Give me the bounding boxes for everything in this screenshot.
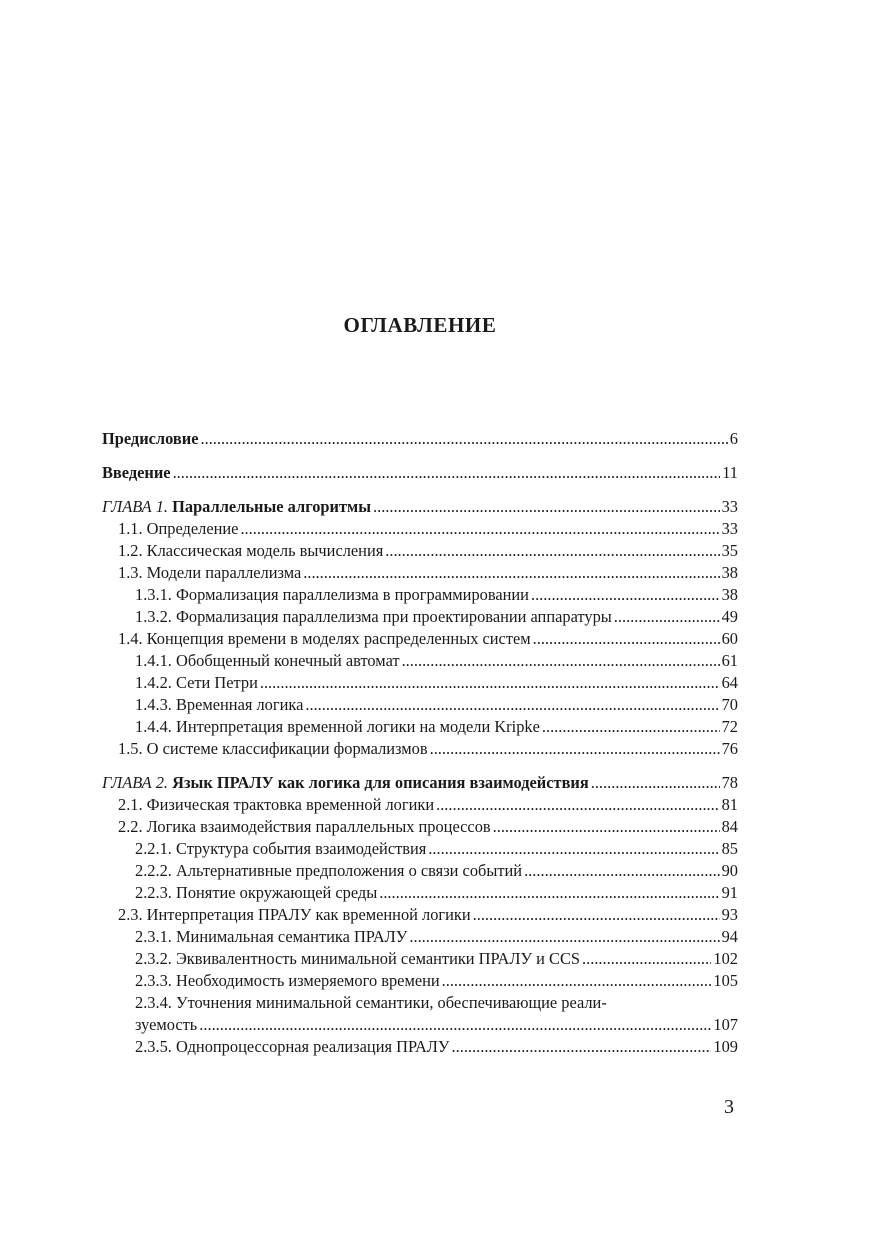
dot-leader — [531, 584, 720, 606]
toc-entry-label: 2.2. Логика взаимодействия параллельных процессов — [118, 817, 491, 836]
toc-entry — [135, 650, 738, 672]
dot-leader — [442, 970, 712, 992]
toc-entry — [135, 1036, 738, 1058]
toc-entry-label: 1.4.2. Сети Петри — [135, 673, 258, 692]
toc-entry — [135, 716, 738, 738]
toc-entry-page: 49 — [721, 607, 738, 626]
chapter-title: Параллельные алгоритмы — [172, 497, 372, 516]
toc-entry — [135, 838, 738, 860]
dot-leader — [493, 816, 720, 838]
toc-entry-page: 78 — [721, 773, 738, 792]
dot-leader — [591, 772, 720, 794]
dot-leader — [473, 904, 720, 926]
toc-entry-label: зуемость — [135, 1015, 198, 1034]
dot-leader — [436, 794, 720, 816]
toc-entry-label: 2.3.3. Необходимость измеряемого времени — [135, 971, 440, 990]
dot-leader — [524, 860, 720, 882]
dot-leader — [260, 672, 720, 694]
toc-entry-label: Введение — [102, 463, 171, 482]
toc-chapter-1 — [102, 496, 738, 518]
toc-entry-label: 2.3. Интерпретация ПРАЛУ как временной логики — [118, 905, 471, 924]
toc-entry-label: 1.3. Модели параллелизма — [118, 563, 302, 582]
toc-chapter-heading — [102, 496, 371, 518]
chapter-prefix: ГЛАВА 2. — [102, 773, 169, 792]
toc-entry-page: 60 — [721, 629, 738, 648]
page-number: 3 — [724, 1096, 734, 1118]
dot-leader — [303, 562, 719, 584]
toc-entry — [118, 816, 738, 838]
toc-entry-page: 76 — [721, 739, 738, 758]
toc-entry-label: 2.3.1. Минимальная семантика ПРАЛУ — [135, 927, 408, 946]
toc-entry-label: 1.5. О системе классификации формализмов — [118, 739, 428, 758]
toc-entry-label: 2.1. Физическая трактовка временной логики — [118, 795, 435, 814]
dot-leader — [402, 650, 720, 672]
toc-entry — [135, 926, 738, 948]
toc-chapter-2 — [102, 772, 738, 794]
toc-entry — [135, 672, 738, 694]
toc-entry — [135, 948, 738, 970]
toc-entry-page: 61 — [721, 651, 738, 670]
dot-leader — [373, 496, 720, 518]
page-title: ОГЛАВЛЕНИЕ — [343, 313, 497, 337]
dot-leader — [614, 606, 720, 628]
toc-entry — [118, 904, 738, 926]
toc-entry-page: 72 — [721, 717, 738, 736]
dot-leader — [428, 838, 719, 860]
toc-entry-page: 109 — [713, 1037, 738, 1056]
toc-entry-page: 38 — [721, 585, 738, 604]
toc-entry-label: 2.2.2. Альтернативные предположения о связи событий — [135, 861, 523, 880]
dot-leader — [385, 540, 719, 562]
toc-entry-page: 11 — [722, 463, 738, 482]
dot-leader — [542, 716, 720, 738]
toc-entry — [118, 628, 738, 650]
toc-entry-page: 94 — [721, 927, 738, 946]
toc-entry — [118, 518, 738, 540]
toc-entry — [135, 1014, 738, 1036]
toc-entry-page: 90 — [721, 861, 738, 880]
toc-entry-page: 102 — [713, 949, 738, 968]
dot-leader — [452, 1036, 712, 1058]
dot-leader — [409, 926, 719, 948]
toc-entry-label: 1.4.1. Обобщенный конечный автомат — [135, 651, 400, 670]
toc-entry — [118, 738, 738, 760]
chapter-title: Язык ПРАЛУ как логика для описания взаимодействия — [172, 773, 589, 792]
toc-entry-page: 105 — [713, 971, 738, 990]
toc-entry — [135, 606, 738, 628]
toc-entry-page: 33 — [721, 497, 738, 516]
toc-entry — [118, 540, 738, 562]
toc-entry-label: 1.1. Определение — [118, 519, 239, 538]
toc-entry — [135, 992, 738, 1014]
toc-entry-page: 35 — [721, 541, 738, 560]
dot-leader — [173, 462, 721, 484]
toc-entry-label: 2.3.4. Уточнения минимальной семантики, обеспечивающие реали- — [135, 993, 607, 1012]
toc-entry — [135, 860, 738, 882]
dot-leader — [430, 738, 720, 760]
dot-leader — [582, 948, 711, 970]
dot-leader — [240, 518, 719, 540]
toc-entry-page: 93 — [721, 905, 738, 924]
toc-chapter-heading — [102, 772, 589, 794]
toc-entry-page: 33 — [721, 519, 738, 538]
toc-entry-label: Предисловие — [102, 429, 199, 448]
dot-leader — [305, 694, 719, 716]
dot-leader — [379, 882, 719, 904]
toc-entry-label: 1.3.1. Формализация параллелизма в программировании — [135, 585, 529, 604]
toc-entry-label: 1.2. Классическая модель вычисления — [118, 541, 384, 560]
toc-entry — [135, 584, 738, 606]
toc-entry-intro — [102, 462, 738, 484]
toc-entry-page: 6 — [729, 429, 738, 448]
toc-entry-label: 2.2.3. Понятие окружающей среды — [135, 883, 378, 902]
toc-entry-page: 107 — [713, 1015, 738, 1034]
chapter-prefix: ГЛАВА 1. — [102, 497, 169, 516]
toc-entry-page: 38 — [721, 563, 738, 582]
dot-leader — [199, 1014, 711, 1036]
toc-entry-label: 1.4.3. Временная логика — [135, 695, 304, 714]
toc-entry-label: 1.3.2. Формализация параллелизма при проектировании аппаратуры — [135, 607, 612, 626]
toc-entry — [135, 970, 738, 992]
toc-entry-page: 81 — [721, 795, 738, 814]
toc-entry-page: 84 — [721, 817, 738, 836]
toc-entry-label: 2.3.2. Эквивалентность минимальной семантики ПРАЛУ и CCS — [135, 949, 581, 968]
toc-entry — [118, 562, 738, 584]
toc-entry-page: 64 — [721, 673, 738, 692]
dot-leader — [201, 428, 728, 450]
toc-entry-label: 2.3.5. Однопроцессорная реализация ПРАЛУ — [135, 1037, 450, 1056]
toc-entry-label: 1.4.4. Интерпретация временной логики на модели Kripke — [135, 717, 540, 736]
toc-entry — [118, 794, 738, 816]
toc-entry-page: 70 — [721, 695, 738, 714]
toc-entry-page: 91 — [721, 883, 738, 902]
toc-entry-label: 2.2.1. Структура события взаимодействия — [135, 839, 427, 858]
toc-entry — [135, 694, 738, 716]
toc-entry-preface — [102, 428, 738, 450]
dot-leader — [533, 628, 720, 650]
toc-entry — [135, 882, 738, 904]
toc-entry-label: 1.4. Концепция времени в моделях распределенных систем — [118, 629, 531, 648]
toc-entry-page: 85 — [721, 839, 738, 858]
